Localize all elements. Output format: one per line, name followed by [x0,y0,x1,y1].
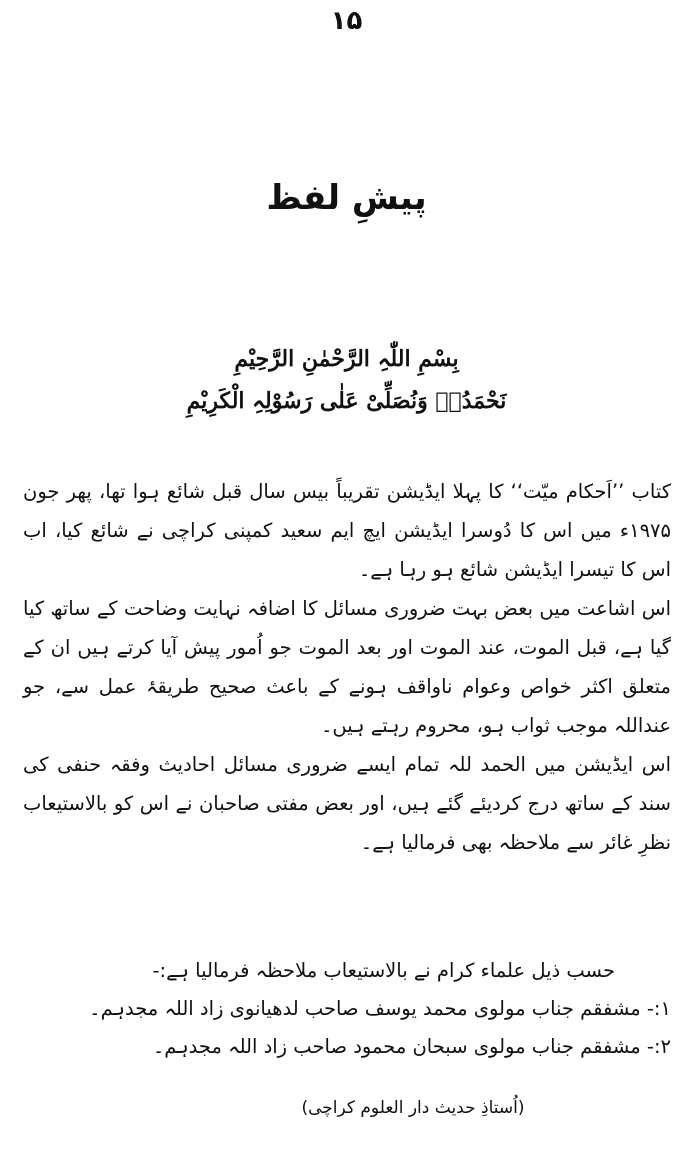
page-title: پیشِ لفظ [266,178,427,218]
reviewers-list [51,952,671,1066]
preface-body [23,472,671,862]
paragraph-2: اس اشاعت میں بعض بہت ضروری مسائل کا اضافہ نہایت وضاحت کے ساتھ کیا گیا ہے، قبل الموت، عند الموت اور بعد الموت جو اُمور پیش آیا کرتے ہیں ان کے متعلق اکثر خواص وعوام ناواقف ہونے کے باعث صحیح طریقۂ عمل سے، جو عنداللہ موجب ثواب ہو، محروم رہتے ہیں۔ [23,597,671,737]
bismillah-line-1: بِسْمِ اللّٰہِ الرَّحْمٰنِ الرَّحِیْمِ [234,346,459,372]
bismillah-block [0,338,693,422]
reviewer-item-1: ۱:- مشفقم جناب مولوی محمد یوسف صاحب لدھیانوی زاد اللہ مجدہم۔ [89,997,671,1020]
reviewer-item-2: ۲:- مشفقم جناب مولوی سبحان محمود صاحب زاد اللہ مجدہم۔ [152,1035,671,1058]
paragraph-1: کتاب ’’اَحکام میّت‘‘ کا پہلا ایڈیشن تقریباً بیس سال قبل شائع ہوا تھا، پھر جون ۱۹۷۵ء میں اس کا دُوسرا ایڈیشن ایچ ایم سعید کمپنی کراچی نے شائع کیا، اب اس کا تیسرا ایڈیشن شائع ہو رہا ہے۔ [23,480,671,581]
paragraph-3: اس ایڈیشن میں الحمد للہ تمام ایسے ضروری مسائل احادیث وفقہ حنفی کی سند کے ساتھ درج کردیئے گئے ہیں، اور بعض مفتی صاحبان نے اس کو بالاستیعاب نظرِ غائر سے ملاحظہ بھی فرمالیا ہے۔ [23,753,671,854]
page-number: ۱۵ [330,6,363,36]
reviewer-note: (اُستاذِ حدیث دار العلوم کراچی) [301,1098,525,1118]
bismillah-line-2: نَحْمَدُہٗ وَنُصَلِّیْ عَلٰی رَسُوْلِہِ الْکَرِیْمِ [186,388,507,414]
reviewers-intro: حسب ذیل علماء کرام نے بالاستیعاب ملاحظہ فرمالیا ہے:- [152,959,615,982]
